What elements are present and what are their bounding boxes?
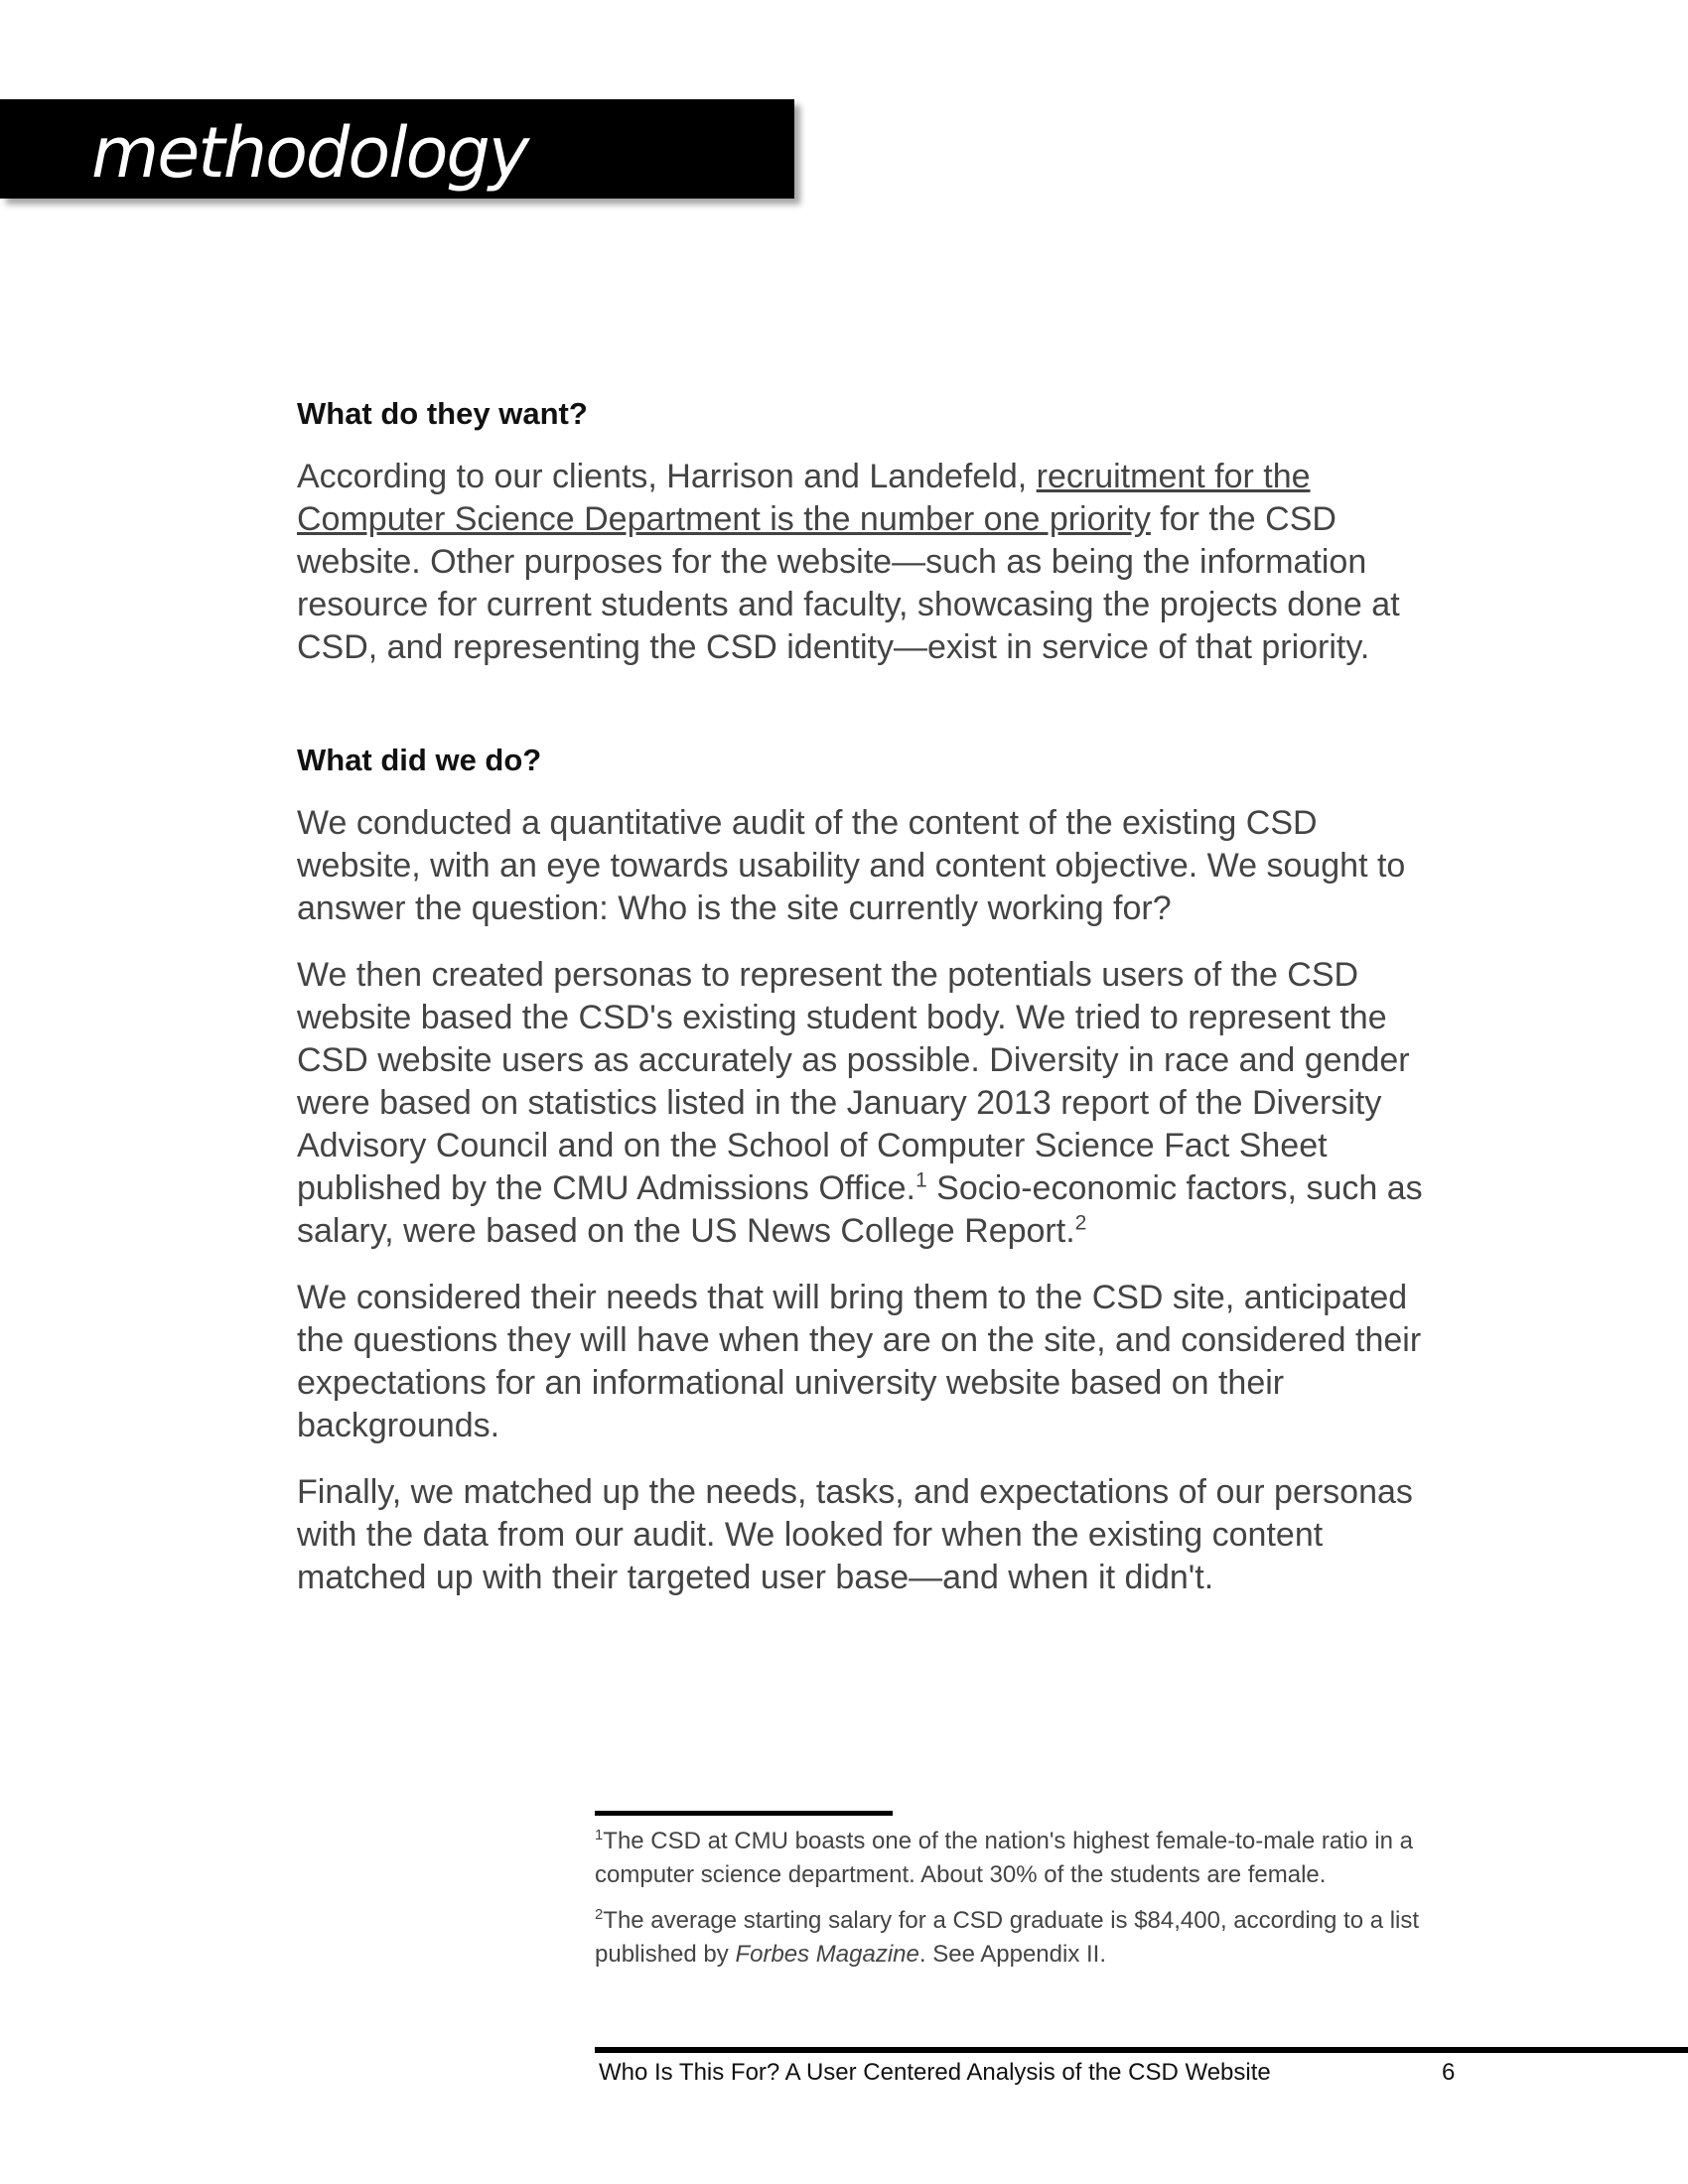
footnote-italic-source: Forbes Magazine [735, 1941, 919, 1968]
paragraph-audit: We conducted a quantitative audit of the content of the existing CSD website, with an eye towards usability and content objective. We sought to answer the question: Who is the site currently working for? [297, 804, 1406, 927]
footnote-2 [595, 1904, 1508, 1972]
paragraph-needs: We considered their needs that will bring them to the CSD site, anticipated the questions they will have when they are on the site, and considered their expectations for an informational university website based on their backgrounds. [297, 1279, 1422, 1444]
page-number: 6 [1442, 2059, 1456, 2086]
section-title: methodology [91, 112, 528, 194]
footnote-text: . See Appendix II. [918, 1941, 1107, 1968]
footer-title: Who Is This For? A User Centered Analysis of the CSD Website [599, 2059, 1271, 2086]
heading-what-did-we-do: What did we do? [297, 743, 542, 777]
footnote-marker-2: 2 [595, 1907, 604, 1923]
footer-divider [595, 2047, 1688, 2053]
section-banner [0, 99, 794, 199]
paragraph-text: According to our clients, Harrison and Landefeld, [297, 458, 1037, 495]
footnote-reference-2: 2 [1074, 1211, 1087, 1235]
paragraph-personas [297, 954, 1449, 1253]
main-content [297, 392, 1449, 1623]
paragraph-text: We then created personas to represent the potentials users of the CSD website based the CSD's existing student body. We tried to represent the CSD website users as accurately as possible. Diversity in race and gender were based on statistics listed in the January 2013 report of the Diversity Advisory Council and on the School of Computer Science Fact Sheet published by the CMU Admissions Office. [297, 956, 1410, 1207]
paragraph-matching: Finally, we matched up the needs, tasks, and expectations of our personas with the data from our audit. We looked for when the existing content matched up with their targeted user base—and when it didn't. [297, 1473, 1413, 1596]
paragraph-text: for the CSD website. Other purposes for the website—such as being the information resource for current students and faculty, showcasing the projects done at CSD, and representing the CSD identity—exist in service of that priority. [297, 500, 1400, 666]
heading-what-do-they-want: What do they want? [297, 396, 588, 431]
footnote-divider [595, 1811, 893, 1816]
footnote-text: The CSD at CMU boasts one of the nation's highest female-to-male ratio in a computer science department. About 30% of the students are female. [595, 1828, 1413, 1888]
underlined-priority-text: recruitment for the Computer Science Department is the number one priority [297, 458, 1311, 538]
paragraph-client-priority [297, 456, 1449, 669]
footnotes [595, 1825, 1508, 1983]
paragraph-text: Socio-economic factors, such as salary, were based on the US News College Report. [297, 1169, 1423, 1250]
footnote-text: The average starting salary for a CSD graduate is $84,400, according to a list published by [595, 1907, 1420, 1968]
footnote-marker-1: 1 [595, 1828, 604, 1843]
footnote-reference-1: 1 [915, 1168, 927, 1192]
footnote-1 [595, 1825, 1508, 1892]
